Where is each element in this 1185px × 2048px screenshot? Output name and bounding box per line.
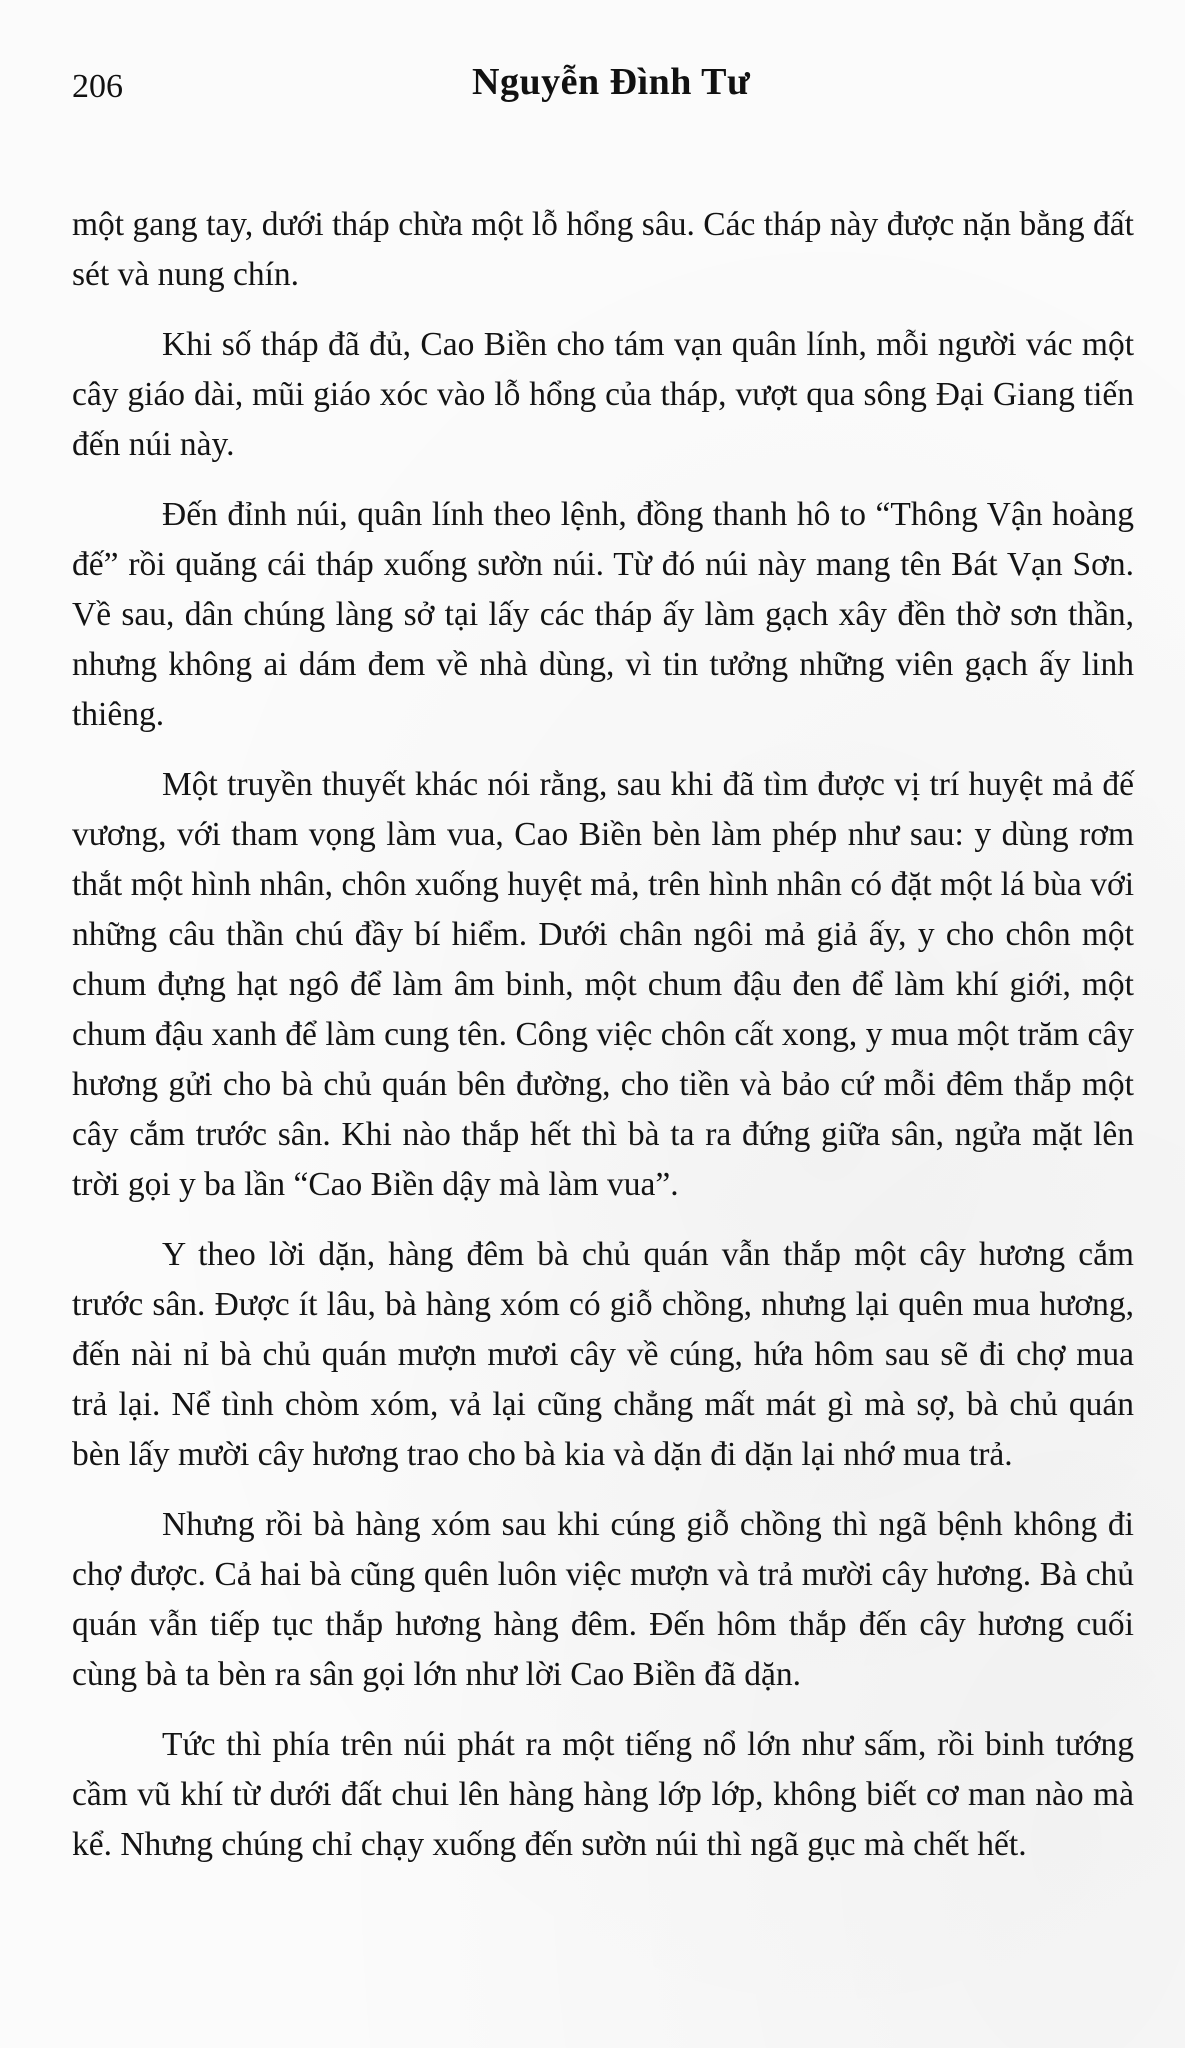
page-number: 206 [72,68,123,105]
paragraph: một gang tay, dưới tháp chừa một lỗ hổng sâu. Các tháp này được nặn bằng đất sét và nung chín. [72,206,1134,293]
paragraph: Đến đỉnh núi, quân lính theo lệnh, đồng thanh hô to “Thông Vận hoàng đế” rồi quăng cái tháp xuống sườn núi. Từ đó núi này mang tên Bát Vạn Sơn. Về sau, dân chúng làng sở tại lấy các tháp ấy làm gạch xây đền thờ sơn thần, nhưng không ai dám đem về nhà dùng, vì tin tưởng những viên gạch ấy linh thiêng. [72,496,1134,733]
paragraph: Nhưng rồi bà hàng xóm sau khi cúng giỗ chồng thì ngã bệnh không đi chợ được. Cả hai bà cũng quên luôn việc mượn và trả mười cây hương. Bà chủ quán vẫn tiếp tục thắp hương hàng đêm. Đến hôm thắp đến cây hương cuối cùng bà ta bèn ra sân gọi lớn như lời Cao Biền đã dặn. [72,1506,1134,1693]
paragraph: Khi số tháp đã đủ, Cao Biền cho tám vạn quân lính, mỗi người vác một cây giáo dài, mũi giáo xóc vào lỗ hổng của tháp, vượt qua sông Đại Giang tiến đến núi này. [72,326,1134,463]
body-text [72,200,1134,1890]
paragraph: Y theo lời dặn, hàng đêm bà chủ quán vẫn thắp một cây hương cắm trước sân. Được ít lâu, bà hàng xóm có giỗ chồng, nhưng lại quên mua hương, đến nài nỉ bà chủ quán mượn mươi cây về cúng, hứa hôm sau sẽ đi chợ mua trả lại. Nể tình chòm xóm, vả lại cũng chẳng mất mát gì mà sợ, bà chủ quán bèn lấy mười cây hương trao cho bà kia và dặn đi dặn lại nhớ mua trả. [72,1236,1134,1473]
paragraph: Một truyền thuyết khác nói rằng, sau khi đã tìm được vị trí huyệt mả đế vương, với tham vọng làm vua, Cao Biền bèn làm phép như sau: y dùng rơm thắt một hình nhân, chôn xuống huyệt mả, trên hình nhân có đặt một lá bùa với những câu thần chú đầy bí hiểm. Dưới chân ngôi mả giả ấy, y cho chôn một chum đựng hạt ngô để làm âm binh, một chum đậu đen để làm khí giới, một chum đậu xanh để làm cung tên. Công việc chôn cất xong, y mua một trăm cây hương gửi cho bà chủ quán bên đường, cho tiền và bảo cứ mỗi đêm thắp một cây cắm trước sân. Khi nào thắp hết thì bà ta ra đứng giữa sân, ngửa mặt lên trời gọi y ba lần “Cao Biền dậy mà làm vua”. [72,766,1134,1203]
page-header [72,60,1132,120]
paragraph: Tức thì phía trên núi phát ra một tiếng nổ lớn như sấm, rồi binh tướng cầm vũ khí từ dưới đất chui lên hàng hàng lớp lớp, không biết cơ man nào mà kể. Nhưng chúng chỉ chạy xuống đến sườn núi thì ngã gục mà chết hết. [72,1726,1134,1863]
running-title: Nguyễn Đình Tư [472,61,751,103]
